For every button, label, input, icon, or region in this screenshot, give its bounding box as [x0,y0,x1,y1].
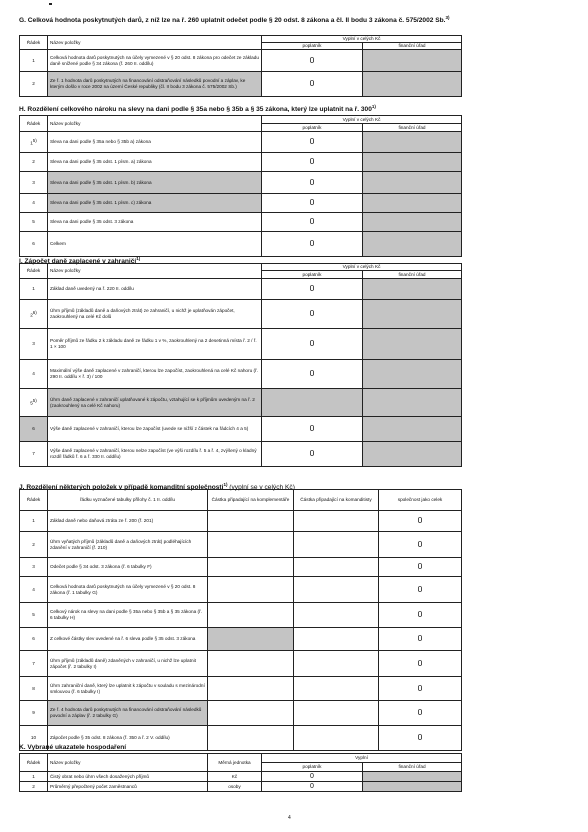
row-label: Úhrn vyňatých příjmů (základů daně a daňových ztrát) podléhajících zdanění v zahraničí (ř. 210) [48,532,208,558]
office-field [363,442,462,467]
office-field [363,232,462,257]
table-row [20,153,462,172]
table-row [20,389,462,417]
row-number: 6 [20,232,48,257]
header-row: Řádek [20,754,48,772]
header-col2: finanční úřad [363,763,462,772]
header-col2: Částka připadající na komanditisty [294,490,379,511]
table-row [20,232,462,257]
row-label: Ze ř. 4 hodnota darů poskytnutých na financování odstraňování následků povodní a záplav (ř. 2 tabulky G) [48,701,208,726]
row-label: Celkem [48,232,262,257]
office-field [363,132,462,153]
company-total-field[interactable]: 0 [379,558,462,577]
table-row [20,782,462,792]
section-g-title-text: G. Celková hodnota poskytnutých darů, z níž lze na ř. 260 uplatnit odečet podle § 20 odst. 8 zákona a čl. II bodu 3 zákona č. 575/2002 Sb. [19,17,446,25]
office-field [363,300,462,329]
komanditista-field[interactable] [294,558,379,577]
row-label: Zápočet podle § 35 odst. 8 zákona (ř. 350 a ř. 2 V. oddílu) [48,726,208,751]
amount-field[interactable]: 0 [262,132,363,153]
row-number [20,389,48,417]
row-number: 4 [20,360,48,389]
komplementar-field[interactable] [208,677,294,701]
table-row [20,442,462,467]
header-row: Řádek [20,36,48,50]
amount-field[interactable]: 0 [262,360,363,389]
header-col1: poplatník [262,763,363,772]
office-field [363,329,462,360]
table-row [20,172,462,194]
komanditista-field[interactable] [294,628,379,651]
table-row [20,772,462,782]
section-h-title-text: H. Rozdělení celkového nároku na slevy na dani podle § 35a nebo § 35b a § 35 zákona, který lze uplatnit na ř. 300 [19,106,372,114]
amount-field[interactable]: 0 [262,279,363,300]
scan-mark [49,3,52,5]
row-label: Základ daně nebo daňová ztráta ze ř. 200 (ř. 201) [48,511,208,532]
row-number: 7 [20,651,48,677]
komanditista-field[interactable] [294,511,379,532]
amount-field[interactable]: 0 [262,232,363,257]
table-row [20,194,462,213]
section-g-title [19,14,459,25]
row-unit: osoby [208,782,262,792]
amount-field[interactable]: 0 [262,417,363,442]
section-i-title-text: I. Zápočet daně zaplacené v zahraničí [19,258,137,266]
row-label: Úhrn zahraniční daně, který lze uplatnit k zápočtu v souladu s mezinárodní smlouvou (ř. 6 tabulky I) [48,677,208,701]
komplementar-field[interactable] [208,532,294,558]
company-total-field[interactable]: 0 [379,532,462,558]
row-label: Sleva na dani podle § 35 odst. 1 písm. b) zákona [48,172,262,194]
row-number [20,132,48,153]
row-label: Průměrný přepočtený počet zaměstnanců [48,782,208,792]
header-unit: Měrná jednotka [208,754,262,772]
row-label: Základ daně uvedený na ř. 220 II. oddílu [48,279,262,300]
header-name: Název položky [48,116,262,132]
office-field [363,72,462,97]
komanditista-field[interactable] [294,577,379,603]
company-total-field[interactable]: 0 [379,651,462,677]
row-number: 2 [20,782,48,792]
section-k-title [19,744,126,752]
row-number-text: 2 [30,312,33,318]
row-label: Čistý obrat nebo úhrn všech dosažených příjmů [48,772,208,782]
row-number: 8 [20,677,48,701]
row-label: Sleva na dani podle § 35 odst. 1 písm. a) zákona [48,153,262,172]
row-unit: Kč [208,772,262,782]
row-number: 2 [20,153,48,172]
komplementar-field[interactable] [208,701,294,726]
table-k [19,753,462,792]
office-field [363,782,462,792]
table-row [20,360,462,389]
header-col3: společnost jako celek [379,490,462,511]
amount-field[interactable]: 0 [262,213,363,232]
komanditista-field[interactable] [294,603,379,628]
section-g-note: 3) [445,15,450,20]
company-total-field[interactable]: 0 [379,511,462,532]
company-total-field[interactable]: 0 [379,726,462,751]
row-footnote: 5) [32,398,37,404]
table-row [20,651,462,677]
row-number: 6 [20,417,48,442]
row-label: Celková hodnota darů poskytnutých na účely vymezené v § 20 odst. 8 zákona pro odečet ze základu daně snížené podle § 34 zákona (ř. 260 II. oddílu) [48,50,262,72]
komplementar-field[interactable] [208,651,294,677]
table-row [20,279,462,300]
row-number: 9 [20,701,48,726]
company-total-field[interactable]: 0 [379,603,462,628]
office-field [363,360,462,389]
row-label: Úhrn daně zaplacené v zahraničí uplatňované k zápočtu, vztahující se k příjmům uvedeným na ř. 2 (zaokrouhlený na celé Kč nahoru) [48,389,262,417]
table-row [20,577,462,603]
office-field [363,194,462,213]
komanditista-field[interactable] [294,701,379,726]
page-number: 4 [288,815,291,821]
header-fill: Vyplní v celých Kč [262,116,462,124]
amount-field[interactable]: 0 [262,772,363,782]
amount-field[interactable]: 0 [262,172,363,194]
office-field [363,50,462,72]
row-number-text: 5 [30,400,33,406]
row-number: 2 [20,72,48,97]
row-number: 4 [20,194,48,213]
row-label: Výše daně zaplacené v zahraničí, kterou lze započíst (uvede se nižší z částek na řádcích 4 a 5) [48,417,262,442]
row-label: Odečet podle § 34 odst. 3 zákona (ř. 6 tabulky F) [48,558,208,577]
header-row: Řádek [20,490,48,511]
section-j-title-text: J. Rozdělení některých položek v případě komanditní společnosti [19,484,224,492]
row-number: 4 [20,577,48,603]
table-row [20,50,462,72]
table-row [20,701,462,726]
row-label: Ze ř. 1 hodnota darů poskytnutých na financování odstraňování následků povodní a záplav, ke kterým došlo v roce 2002 na území České republiky (čl. II bodu 3 zákona č. 575/2002 Sb.) [48,72,262,97]
row-label: Sleva na dani podle § 35 odst. 3 zákona [48,213,262,232]
section-j-note: 1) [223,482,228,487]
row-number: 6 [20,628,48,651]
row-number: 1 [20,511,48,532]
office-field [363,213,462,232]
header-col1: Částka připadající na komplementáře [208,490,294,511]
amount-field[interactable]: 0 [262,194,363,213]
row-number: 10 [20,726,48,751]
row-label: Výše daně zaplacené v zahraničí, kterou nelze započíst (ve výši rozdílu ř. 5 a ř. 4, zvýšený o kladný rozdíl řádků ř. 6 a ř. 330 II. oddílu) [48,442,262,467]
amount-field[interactable] [262,389,363,417]
table-j [19,489,462,751]
table-row [20,532,462,558]
row-label: Úhrn příjmů (základů daně a daňových ztrát) ze zahraničí, u nichž je uplatňován zápočet, zaokrouhlený na celé Kč dolů [48,300,262,329]
row-label: Celková hodnota darů poskytnutých na účely vymezené v § 20 odst. 8 zákona (ř. 1 tabulky G) [48,577,208,603]
komplementar-field[interactable] [208,603,294,628]
row-label: Úhrn příjmů (základů daně) zdaněných v zahraničí, u nichž lze uplatnit zápočet (ř. 2 tabulky I) [48,651,208,677]
row-number: 1 [20,50,48,72]
header-fill: Vyplní v celých Kč [262,264,462,271]
header-fill: Vyplní v celých Kč [262,36,462,43]
section-h-title [19,103,376,114]
komanditista-field[interactable] [294,532,379,558]
header-name: Název položky [48,264,262,279]
komplementar-field[interactable] [208,558,294,577]
row-number: 3 [20,172,48,194]
komplementar-field[interactable] [208,726,294,751]
table-row [20,300,462,329]
komplementar-field[interactable] [208,511,294,532]
table-row [20,72,462,97]
table-row [20,329,462,360]
komanditista-field[interactable] [294,651,379,677]
table-row [20,213,462,232]
office-field [363,172,462,194]
table-row [20,417,462,442]
komanditista-field[interactable] [294,677,379,701]
office-field [363,279,462,300]
row-label: Maximální výše daně zaplacené v zahraničí, kterou lze započíst, zaokrouhlená na celé Kč nahoru (ř. 290 II. oddílu × ř. 3) / 100 [48,360,262,389]
table-row [20,558,462,577]
row-number [20,300,48,329]
section-i-note: 1) [136,256,141,261]
header-col2: finanční úřad [363,124,462,132]
header-row: Řádek [20,116,48,132]
header-col1: poplatník [262,43,363,50]
row-number: 1 [20,279,48,300]
row-number: 1 [20,772,48,782]
table-g [19,35,462,97]
row-label: Celkový nárok na slevy na dani podle § 35a nebo § 35b a § 35 zákona (ř. 6 tabulky H) [48,603,208,628]
row-number: 2 [20,532,48,558]
office-field [363,417,462,442]
row-footnote: 6) [32,309,37,315]
header-name: řádku vyznačené tabulky přílohy č. 1 II. oddílu [48,490,208,511]
row-label: Poměr příjmů ze řádku 2 k základu daně ze řádku 1 v %, zaokrouhlený na 2 desetinná místa ř. 2 / ř. 1 × 100 [48,329,262,360]
header-name: Název položky [48,754,208,772]
row-number: 5 [20,213,48,232]
row-number: 5 [20,603,48,628]
company-total-field[interactable]: 0 [379,628,462,651]
row-label: Sleva na dani podle § 35 odst. 1 písm. c) zákona [48,194,262,213]
row-label: Sleva na dani podle § 35a nebo § 35b a) zákona [48,132,262,153]
row-number: 3 [20,558,48,577]
row-footnote: 5) [32,137,37,143]
komanditista-field[interactable] [294,726,379,751]
amount-field[interactable]: 0 [262,300,363,329]
header-fill: Vyplní [262,754,462,763]
office-field [363,153,462,172]
amount-field[interactable]: 0 [262,442,363,467]
header-col1: poplatník [262,271,363,279]
section-h-note: 1) [371,104,376,109]
amount-field[interactable]: 0 [262,50,363,72]
table-i [19,263,462,467]
row-number-text: 1 [30,140,33,146]
header-col2: finanční úřad [363,271,462,279]
section-j-title-suffix: (vyplní se v celých Kč) [227,484,295,492]
header-col1: poplatník [262,124,363,132]
row-number: 3 [20,329,48,360]
komplementar-field[interactable] [208,628,294,651]
table-row [20,628,462,651]
company-total-field[interactable]: 0 [379,701,462,726]
table-row [20,132,462,153]
amount-field[interactable]: 0 [262,329,363,360]
company-total-field[interactable]: 0 [379,577,462,603]
header-name: Název položky [48,36,262,50]
office-field [363,389,462,417]
komplementar-field[interactable] [208,577,294,603]
amount-field[interactable]: 0 [262,782,363,792]
table-row [20,677,462,701]
table-row [20,511,462,532]
amount-field[interactable]: 0 [262,72,363,97]
company-total-field[interactable]: 0 [379,677,462,701]
row-label: Z celkové částky slev uvedené na ř. 6 sleva podle § 35 odst. 3 zákona [48,628,208,651]
header-col2: finanční úřad [363,43,462,50]
row-number: 7 [20,442,48,467]
table-h [19,115,462,257]
table-row [20,603,462,628]
amount-field[interactable]: 0 [262,153,363,172]
office-field [363,772,462,782]
header-row: Řádek [20,264,48,279]
section-k-title-text: K. Vybrané ukazatele hospodaření [19,744,127,751]
